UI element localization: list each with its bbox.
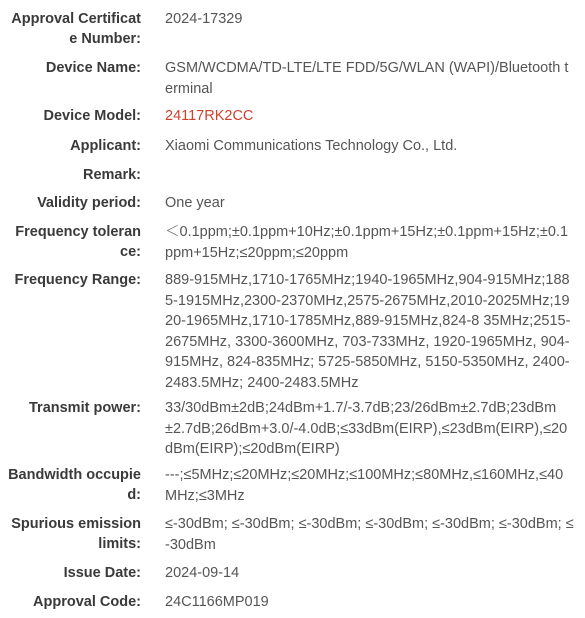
applicant-label: Applicant: xyxy=(70,138,141,154)
frequency-range-value: 889-915MHz,1710-1765MHz;1940-1965MHz,904-915MHz;1885-1915MHz,2300-2370MHz,2575-2675MHz,2010-2025MHz;1920-1965MHz,1710-1785MHz,889-915MHz,824-8 35MHz;2515- 2675MHz, 3300-3600MHz, 703-733MHz, 1920-1965MHz, 904-915MHz, 824-835MHz; 5725-5850MHz, 5150-5350MHz, 2400-2483.5MHz; 2400-2483.5MHz xyxy=(165,272,571,391)
bandwidth-occupied-value: ---;≤5MHz;≤20MHz;≤20MHz;≤100MHz;≤80MHz,≤160MHz,≤40MHz;≤3MHz xyxy=(165,467,564,504)
issue-date-label: Issue Date: xyxy=(63,565,141,581)
issue-date-value: 2024-09-14 xyxy=(165,565,240,581)
frequency-range-label: Frequency Range: xyxy=(14,272,141,288)
approval-certificate-number-label: Approval Certificate Number: xyxy=(11,11,141,47)
validity-period-label: Validity period: xyxy=(37,195,141,211)
approval-code-label: Approval Code: xyxy=(33,594,141,610)
device-name-label: Device Name: xyxy=(45,60,141,76)
approval-certificate-number-value: 2024-17329 xyxy=(165,11,243,27)
bandwidth-occupied-label: Bandwidth occupied: xyxy=(8,467,141,503)
spurious-emission-limits-value: ≤-30dBm; ≤-30dBm; ≤-30dBm; ≤-30dBm; ≤-30dBm; ≤-30dBm; ≤-30dBm xyxy=(165,516,574,553)
device-name-value: GSM/WCDMA/TD-LTE/LTE FDD/5G/WLAN (WAPI)/Bluetooth terminal xyxy=(165,60,569,97)
transmit-power-label: Transmit power: xyxy=(29,400,141,416)
validity-period-value: One year xyxy=(165,195,225,211)
remark-label: Remark: xyxy=(82,167,141,183)
frequency-tolerance-label: Frequency tolerance: xyxy=(15,224,141,260)
frequency-tolerance-value: ＜0.1ppm;±0.1ppm+10Hz;±0.1ppm+15Hz;±0.1ppm+15Hz;±0.1ppm+15Hz;≤20ppm;≤20ppm xyxy=(165,224,569,261)
applicant-value: Xiaomi Communications Technology Co., Ltd. xyxy=(165,138,458,154)
transmit-power-value: 33/30dBm±2dB;24dBm+1.7/-3.7dB;23/26dBm±2.7dB;23dBm±2.7dB;26dBm+3.0/-4.0dB;≤33dBm(EIRP),≤23dBm(EIRP),≤20dBm(EIRP);≤20dBm(EIRP) xyxy=(165,400,568,457)
device-model-value: 24117RK2CC xyxy=(165,108,254,124)
device-model-label: Device Model: xyxy=(43,108,141,124)
approval-code-value: 24C1166MP019 xyxy=(165,594,269,610)
spurious-emission-limits-label: Spurious emission limits: xyxy=(11,516,141,552)
